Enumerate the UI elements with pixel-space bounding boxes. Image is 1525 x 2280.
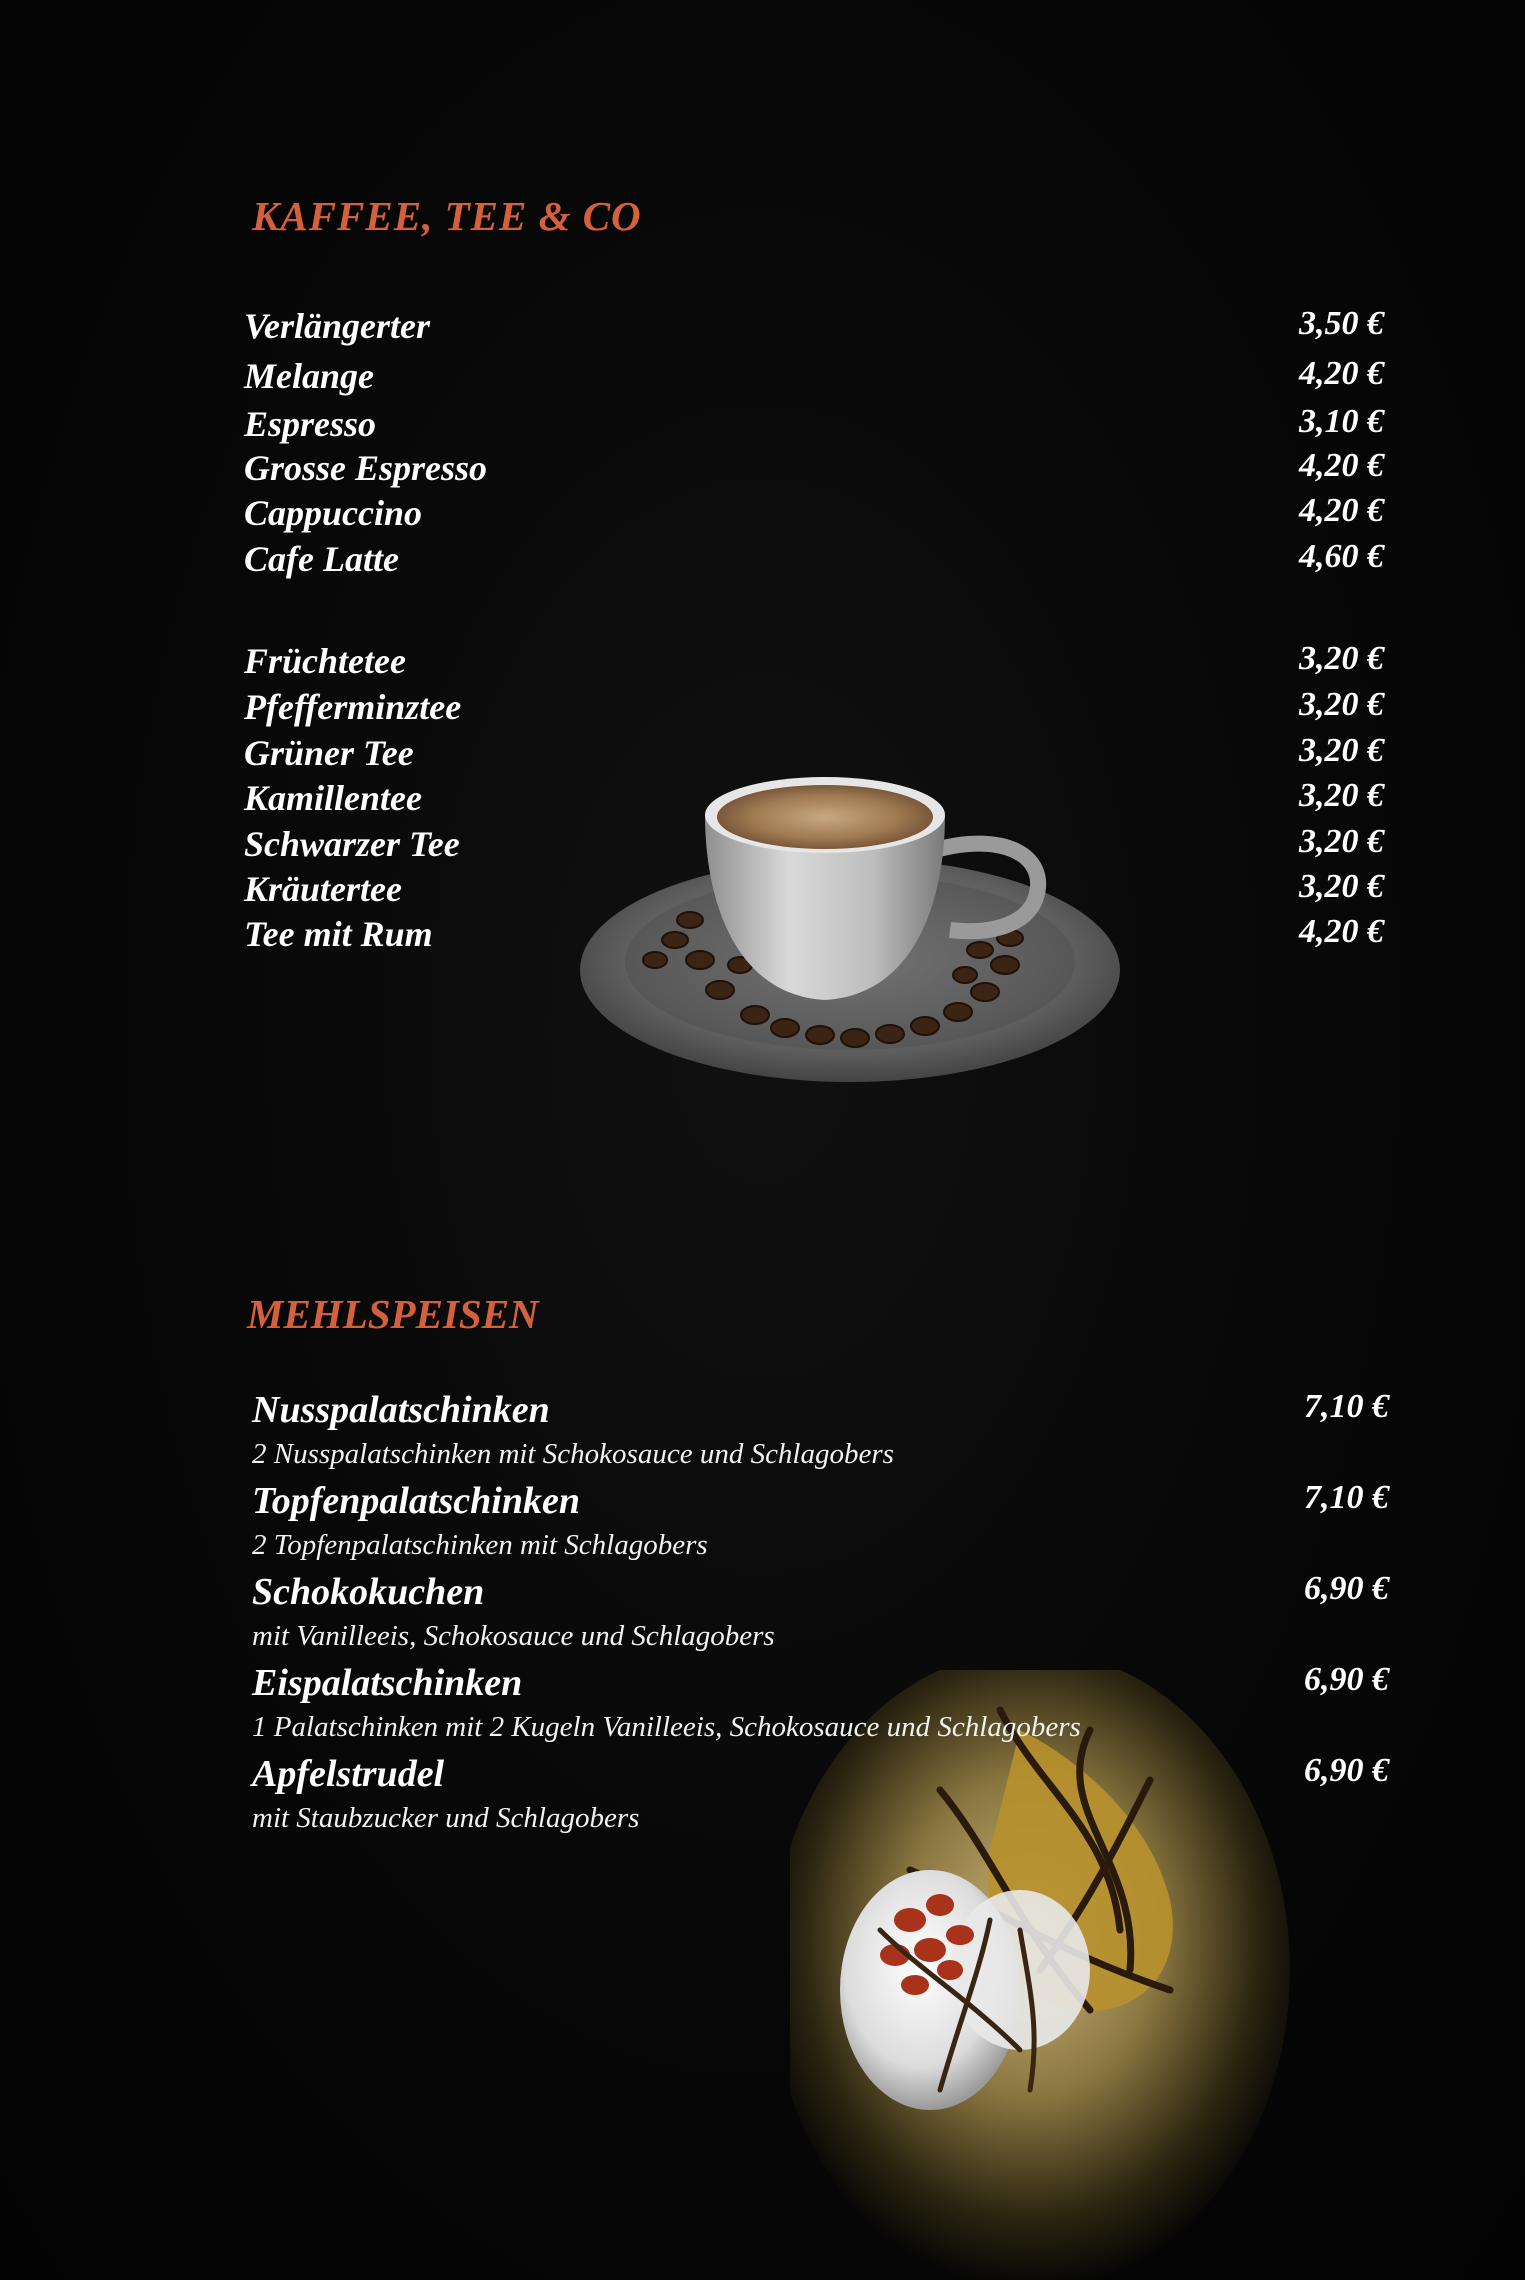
item-name: Grosse Espresso bbox=[244, 448, 488, 488]
section-title-drinks: KAFFEE, TEE & CO bbox=[252, 193, 642, 239]
menu-item bbox=[244, 1570, 1389, 1652]
item-name: Apfelstrudel bbox=[252, 1753, 445, 1795]
item-name: Eispalatschinken bbox=[252, 1662, 523, 1704]
item-price: 6,90 € bbox=[1304, 1752, 1389, 1789]
item-name: Grüner Tee bbox=[244, 733, 414, 773]
item-name: Früchtetee bbox=[244, 641, 406, 681]
item-name: Nusspalatschinken bbox=[252, 1389, 550, 1431]
menu-item bbox=[244, 640, 1384, 684]
item-name: Verlängerter bbox=[244, 306, 431, 346]
item-name: Schokokuchen bbox=[252, 1571, 485, 1613]
menu-item bbox=[244, 403, 1384, 447]
menu-item bbox=[244, 1752, 1389, 1834]
section-title-pastries: MEHLSPEISEN bbox=[247, 1291, 539, 1337]
item-price: 3,10 € bbox=[1299, 403, 1384, 440]
menu-item bbox=[244, 355, 1384, 399]
item-name: Espresso bbox=[244, 404, 377, 444]
item-price: 3,20 € bbox=[1299, 732, 1384, 769]
item-price: 6,90 € bbox=[1304, 1661, 1389, 1698]
menu-item bbox=[244, 447, 1384, 491]
item-price: 4,60 € bbox=[1299, 538, 1384, 575]
item-description: mit Staubzucker und Schlagobers bbox=[252, 1802, 640, 1834]
item-name: Kräutertee bbox=[244, 869, 402, 909]
item-description: 2 Nusspalatschinken mit Schokosauce und Schlagobers bbox=[252, 1438, 894, 1470]
item-price: 3,20 € bbox=[1299, 640, 1384, 677]
item-name: Melange bbox=[244, 356, 374, 396]
item-price: 3,20 € bbox=[1299, 868, 1384, 905]
item-price: 4,20 € bbox=[1299, 913, 1384, 950]
menu-item bbox=[244, 686, 1384, 730]
menu-item bbox=[244, 538, 1384, 582]
menu-item bbox=[244, 1661, 1389, 1743]
item-price: 6,90 € bbox=[1304, 1570, 1389, 1607]
item-price: 4,20 € bbox=[1299, 492, 1384, 529]
menu-item bbox=[244, 305, 1384, 349]
item-price: 3,20 € bbox=[1299, 823, 1384, 860]
item-description: 2 Topfenpalatschinken mit Schlagobers bbox=[252, 1529, 708, 1561]
item-price: 3,50 € bbox=[1299, 305, 1384, 342]
coffee-cup-icon bbox=[580, 760, 1140, 1090]
item-price: 4,20 € bbox=[1299, 355, 1384, 392]
menu-item bbox=[244, 1388, 1389, 1470]
item-price: 7,10 € bbox=[1304, 1479, 1389, 1516]
item-price: 3,20 € bbox=[1299, 777, 1384, 814]
item-price: 7,10 € bbox=[1304, 1388, 1389, 1425]
item-name: Topfenpalatschinken bbox=[252, 1480, 580, 1522]
item-name: Kamillentee bbox=[244, 778, 422, 818]
item-name: Pfefferminztee bbox=[244, 687, 462, 727]
menu-item bbox=[244, 492, 1384, 536]
item-name: Cafe Latte bbox=[244, 539, 399, 579]
menu-item bbox=[244, 1479, 1389, 1561]
item-name: Cappuccino bbox=[244, 493, 423, 533]
item-name: Schwarzer Tee bbox=[244, 824, 460, 864]
item-price: 4,20 € bbox=[1299, 447, 1384, 484]
item-description: 1 Palatschinken mit 2 Kugeln Vanilleeis, Schokosauce und Schlagobers bbox=[252, 1711, 1081, 1743]
item-price: 3,20 € bbox=[1299, 686, 1384, 723]
item-name: Tee mit Rum bbox=[244, 914, 433, 954]
item-description: mit Vanilleeis, Schokosauce und Schlagobers bbox=[252, 1620, 775, 1652]
